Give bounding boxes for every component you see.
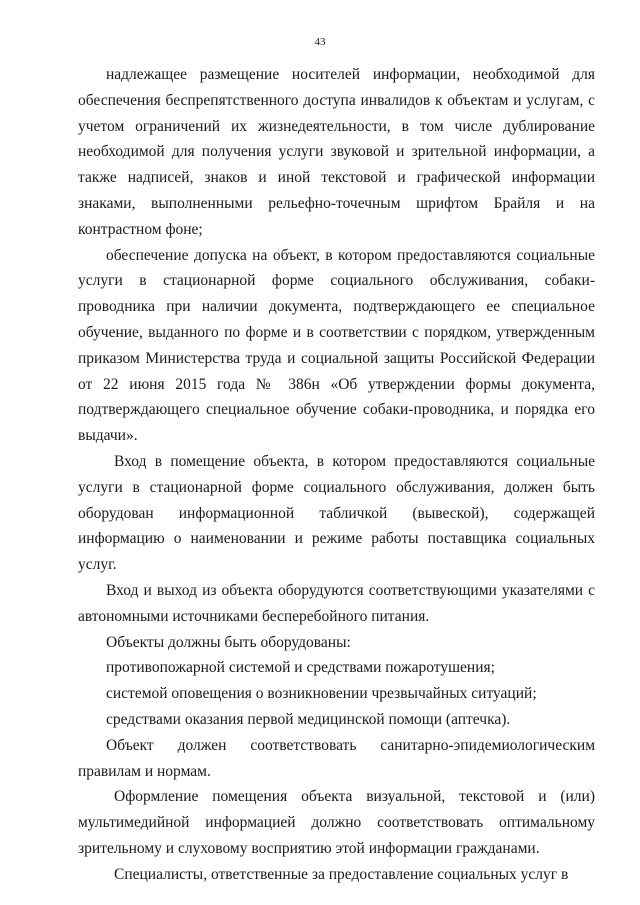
paragraph-fire-system: противопожарной системой и средствами пожаротушения;	[106, 659, 495, 677]
paragraph-guide-dog: обеспечение допуска на объект, в котором предоставляются социальные услуги в стационарной форме социального обслуживания, собаки-проводника при наличии документа, подтверждающего ее специальное обучение, выданного по форме и в соответствии с порядком, утвержденным приказом Министерства труда и социальной защиты Российской Федерации от 22 июня 2015 года № 386н «Об утверждении формы документа, подтверждающего специальное обучение собаки-проводника, и порядка его выдачи».	[78, 246, 595, 445]
paragraph-info-carriers: надлежащее размещение носителей информации, необходимой для обеспечения беспрепятственного доступа инвалидов к объектам и услугам, с учетом ограничений их жизнедеятельности, в том числе дублирование необходимой для получения услуги звуковой и зрительной информации, а также надписей, знаков и иной текстовой и графической информации знаками, выполненными рельефно-точечным шрифтом Брайля и на контрастном фоне;	[78, 66, 595, 238]
document-body	[78, 62, 595, 888]
page-number: 43	[314, 36, 326, 48]
paragraph-entrance-sign: Вход в помещение объекта, в котором предоставляются социальные услуги в стационарной форме социального обслуживания, должен быть оборудован информационной табличкой (вывеской), содержащей информацию о наименовании и режиме работы поставщика социальных услуг.	[78, 452, 595, 574]
paragraph-multimedia: Оформление помещения объекта визуальной, текстовой и (или) мультимедийной информацией должно соответствовать оптимальному зрительному и слуховому восприятию этой информации гражданами.	[78, 788, 595, 857]
paragraph-first-aid: средствами оказания первой медицинской помощи (аптечка).	[106, 710, 511, 728]
paragraph-sanitary: Объект должен соответствовать санитарно-эпидемиологическим правилам и нормам.	[78, 736, 595, 780]
paragraph-entrance-exit: Вход и выход из объекта оборудуются соответствующими указателями с автономными источниками бесперебойного питания.	[78, 581, 595, 625]
paragraph-alert-system: системой оповещения о возникновении чрезвычайных ситуаций;	[106, 685, 537, 703]
paragraph-equipment-intro: Объекты должны быть оборудованы:	[106, 633, 351, 651]
paragraph-specialists: Специалисты, ответственные за предоставление социальных услуг в	[114, 865, 569, 883]
